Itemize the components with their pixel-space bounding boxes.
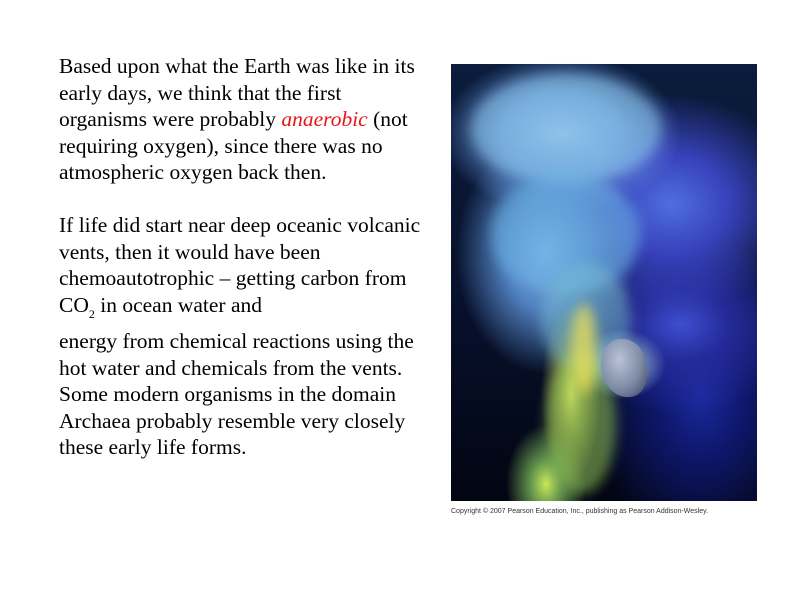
paragraph1-text: Based upon what the Earth was like in its early days, we think that the first organisms were probably: [59, 54, 415, 131]
co2-subscript: 2: [88, 306, 95, 321]
slide-text: [59, 53, 429, 461]
paragraph-early-organisms: [59, 53, 429, 186]
paragraph2-text-end: energy from chemical reactions using the hot water and chemicals from the vents. Some modern organisms in the domain Archaea probably resemble very closely these early life forms.: [59, 329, 414, 459]
paragraph1-text-end: (not requiring oxygen), since there was no atmospheric oxygen back then.: [59, 107, 408, 184]
line-spacer: [59, 318, 429, 328]
anaerobic-term: anaerobic: [281, 107, 368, 131]
paragraph2-text-mid: in ocean water and: [94, 292, 263, 317]
hydrothermal-vent-photo: [451, 64, 757, 501]
mineral-deposit: [571, 304, 597, 394]
smoke-plume-upper: [471, 74, 661, 184]
paragraph-volcanic-vents: [59, 212, 429, 461]
paragraph2-text: If life did start near deep oceanic volcanic vents, then it would have been chemoautotrophic – getting carbon from CO: [59, 213, 421, 317]
photo-copyright-caption: Copyright © 2007 Pearson Education, Inc., publishing as Pearson Addison-Wesley.: [451, 508, 709, 515]
